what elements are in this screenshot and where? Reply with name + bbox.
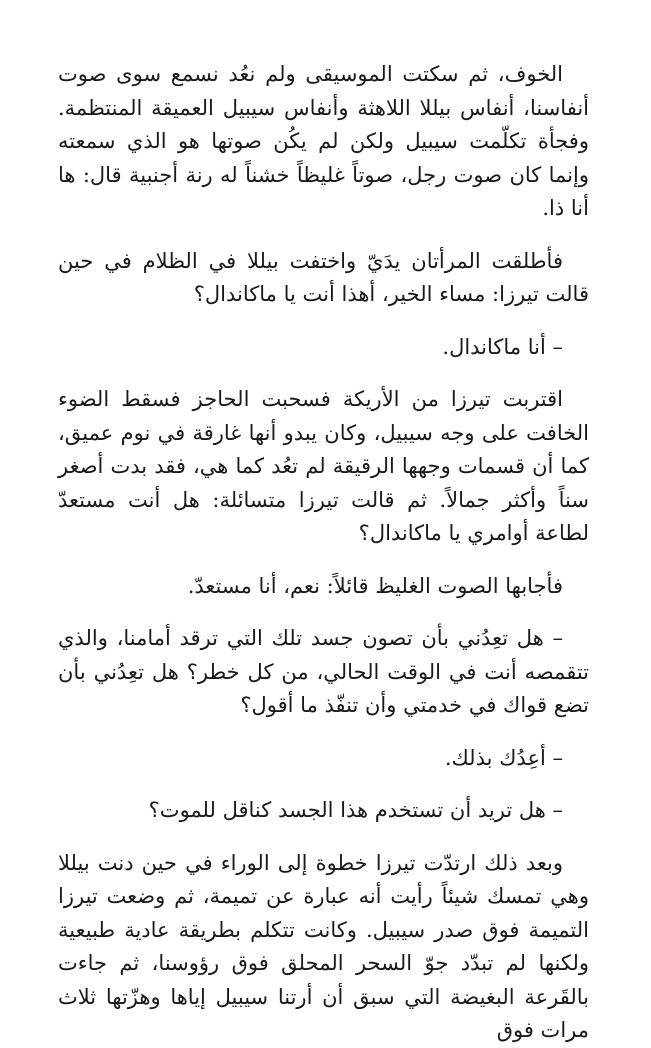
- dialogue-line-3: – أعِدُك بذلك.: [444, 745, 563, 770]
- paragraph-4: فأجابها الصوت الغليظ قائلاً: نعم، أنا مستعدّ.: [187, 573, 563, 598]
- paragraph-5: وبعد ذلك ارتدّت تيرزا خطوة إلى الوراء في حين دنت بيللا وهي تمسك شيئاً رأيت أنه عبارة عن تميمة، ثم وضعت تيرزا التميمة فوق صدر سيبيل. وكانت تتكلم بطريقة عادية طبيعية ولكنها لم تبدّد جوّ السحر المحلق فوق رؤوسنا، ثم جاءت بالقَرعة البغيضة التي سبق أن أرتنا سيبيل إياها وهزّتها ثلاث مرات فوق: [58, 850, 589, 1042]
- paragraph-3: اقتربت تيرزا من الأريكة فسحبت الحاجز فسقط الضوء الخافت على وجه سيبيل، وكان يبدو أنها غارقة في نوم عميق، كما أن قسمات وجهها الرقيقة لم تعُد كما هي، فقد بدت أصغر سناً وأكثر جمالاً. ثم قالت تيرزا متسائلة: هل أنت مستعدّ لطاعة أوامري يا ماكاندال؟: [58, 387, 589, 545]
- dialogue-line-1: – أنا ماكاندال.: [442, 334, 563, 359]
- dialogue-line-2: – هل تعِدُني بأن تصون جسد تلك التي ترقد أمامنا، والذي تتقمصه أنت في الوقت الحالي، من كل خطر؟ هل تعِدُني بأن تضع قواك في خدمتي وأن تنفّذ ما أقول؟: [58, 626, 589, 717]
- dialogue-line-4: – هل تريد أن تستخدم هذا الجسد كناقل للموت؟: [148, 798, 563, 822]
- paragraph-2: فأطلقت المرأتان يدَيّ واختفت بيللا في الظلام في حين قالت تيرزا: مساء الخير، أهذا أنت يا ماكاندال؟: [58, 248, 589, 306]
- paragraph-1: الخوف، ثم سكتت الموسيقى ولم نعُد نسمع سوى صوت أنفاسنا، أنفاس بيللا اللاهثة وأنفاس سيبيل العميقة المنتظمة. وفجأة تكلّمت سيبيل ولكن لم يكُن صوتها هو الذي سمعته وإنما كان صوت رجل، صوتاً غليظاً خشناً له رنة أجنبية قال: ها أنا ذا.: [58, 62, 589, 220]
